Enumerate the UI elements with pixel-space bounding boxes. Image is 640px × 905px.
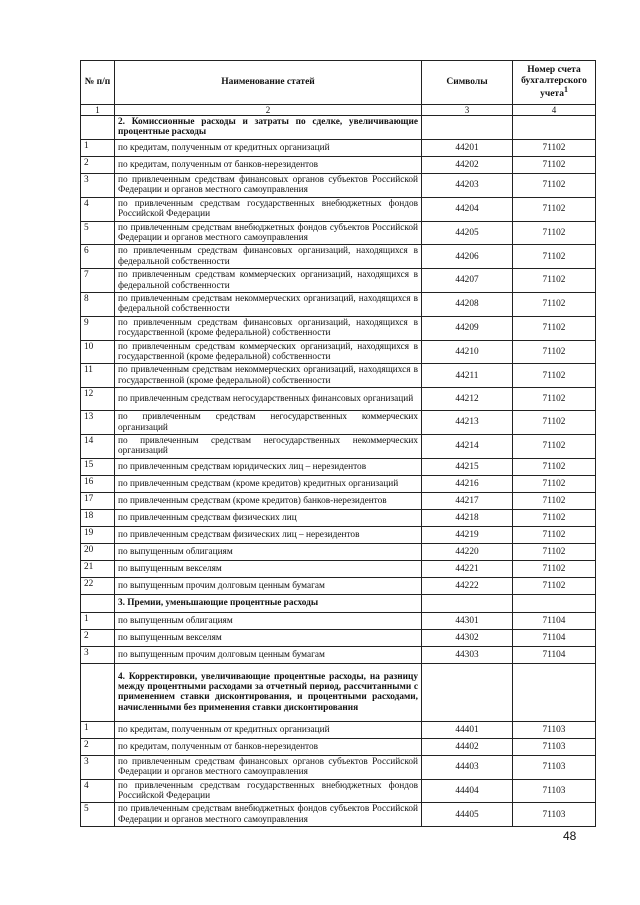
column-index-row bbox=[81, 105, 596, 116]
table-row bbox=[81, 526, 596, 543]
table-row bbox=[81, 629, 596, 646]
row-account: 71103 bbox=[513, 755, 596, 779]
row-symbol: 44402 bbox=[422, 738, 513, 755]
row-name: по привлеченным средствам внебюджетных фондов субъектов Российской Федерации и органов местного самоуправления bbox=[115, 221, 422, 245]
table-row bbox=[81, 509, 596, 526]
header-symbols: Символы bbox=[422, 61, 513, 105]
row-account: 71102 bbox=[513, 475, 596, 492]
row-name: по выпущенным прочим долговым ценным бумагам bbox=[115, 646, 422, 663]
table-row bbox=[81, 245, 596, 269]
row-symbol: 44206 bbox=[422, 245, 513, 269]
row-number: 5 bbox=[81, 221, 115, 245]
section-title: 4. Корректировки, увеличивающие процентные расходы, на разницу между процентными расходами за отчетный период, рассчитанными с применением ставки дисконтирования, и процентными расходами, начисленными без применения ставки дисконтирования bbox=[115, 663, 422, 721]
row-name: по привлеченным средствам внебюджетных фондов субъектов Российской Федерации и органов местного самоуправления bbox=[115, 803, 422, 827]
row-account: 71102 bbox=[513, 543, 596, 560]
row-symbol: 44219 bbox=[422, 526, 513, 543]
row-symbol: 44221 bbox=[422, 560, 513, 577]
table-row bbox=[81, 435, 596, 459]
row-symbol: 44217 bbox=[422, 492, 513, 509]
table-row bbox=[81, 738, 596, 755]
row-number: 4 bbox=[81, 779, 115, 803]
row-name: по выпущенным векселям bbox=[115, 629, 422, 646]
row-symbol: 44214 bbox=[422, 435, 513, 459]
table-row bbox=[81, 577, 596, 594]
row-account: 71102 bbox=[513, 509, 596, 526]
table-row bbox=[81, 543, 596, 560]
row-account: 71102 bbox=[513, 221, 596, 245]
row-number bbox=[81, 663, 115, 721]
row-name: по кредитам, полученным от банков-нерезидентов bbox=[115, 156, 422, 173]
table-body bbox=[81, 116, 596, 827]
row-symbol: 44203 bbox=[422, 173, 513, 197]
section-row bbox=[81, 663, 596, 721]
row-name: по привлеченным средствам физических лиц – нерезидентов bbox=[115, 526, 422, 543]
row-number: 17 bbox=[81, 492, 115, 509]
section-row bbox=[81, 594, 596, 612]
row-name: по привлеченным средствам негосударственных финансовых организаций bbox=[115, 388, 422, 411]
row-name: по кредитам, полученным от кредитных организаций bbox=[115, 139, 422, 156]
row-symbol: 44222 bbox=[422, 577, 513, 594]
row-symbol: 44209 bbox=[422, 316, 513, 340]
row-account: 71102 bbox=[513, 492, 596, 509]
row-number: 3 bbox=[81, 755, 115, 779]
table-row bbox=[81, 221, 596, 245]
row-name: по привлеченным средствам государственных внебюджетных фондов Российской Федерации bbox=[115, 197, 422, 221]
row-number: 1 bbox=[81, 721, 115, 738]
table-row bbox=[81, 612, 596, 629]
row-number: 22 bbox=[81, 577, 115, 594]
row-name: по выпущенным векселям bbox=[115, 560, 422, 577]
row-account: 71102 bbox=[513, 197, 596, 221]
row-number: 18 bbox=[81, 509, 115, 526]
row-account: 71102 bbox=[513, 526, 596, 543]
row-symbol: 44405 bbox=[422, 803, 513, 827]
table-row bbox=[81, 173, 596, 197]
table-row bbox=[81, 458, 596, 475]
row-name: по кредитам, полученным от кредитных организаций bbox=[115, 721, 422, 738]
header-account bbox=[513, 61, 596, 105]
row-account: 71102 bbox=[513, 388, 596, 411]
row-number: 16 bbox=[81, 475, 115, 492]
row-number: 2 bbox=[81, 629, 115, 646]
row-name: по привлеченным средствам некоммерческих организаций, находящихся в федеральной собственности bbox=[115, 292, 422, 316]
header-account-footnote: 1 bbox=[563, 85, 568, 95]
row-account bbox=[513, 663, 596, 721]
table-row bbox=[81, 364, 596, 388]
table-row bbox=[81, 292, 596, 316]
header-num: № п/п bbox=[81, 61, 115, 105]
row-number: 1 bbox=[81, 612, 115, 629]
row-symbol: 44210 bbox=[422, 340, 513, 364]
row-account: 71102 bbox=[513, 411, 596, 435]
table-row bbox=[81, 197, 596, 221]
row-number: 21 bbox=[81, 560, 115, 577]
row-account: 71102 bbox=[513, 435, 596, 459]
row-name: по привлеченным средствам физических лиц bbox=[115, 509, 422, 526]
row-symbol bbox=[422, 594, 513, 612]
row-name: по привлеченным средствам финансовых органов субъектов Российской Федерации и органов местного самоуправления bbox=[115, 173, 422, 197]
row-account: 71104 bbox=[513, 612, 596, 629]
row-account: 71103 bbox=[513, 738, 596, 755]
table-row bbox=[81, 156, 596, 173]
row-name: по выпущенным облигациям bbox=[115, 543, 422, 560]
row-number: 3 bbox=[81, 646, 115, 663]
row-number: 3 bbox=[81, 173, 115, 197]
row-number: 7 bbox=[81, 269, 115, 293]
row-symbol: 44220 bbox=[422, 543, 513, 560]
row-account: 71103 bbox=[513, 779, 596, 803]
row-account: 71104 bbox=[513, 646, 596, 663]
row-number: 4 bbox=[81, 197, 115, 221]
section-title: 2. Комиссионные расходы и затраты по сделке, увеличивающие процентные расходы bbox=[115, 116, 422, 140]
row-symbol: 44216 bbox=[422, 475, 513, 492]
row-number: 19 bbox=[81, 526, 115, 543]
row-number: 1 bbox=[81, 139, 115, 156]
row-number: 11 bbox=[81, 364, 115, 388]
row-name: по выпущенным прочим долговым ценным бумагам bbox=[115, 577, 422, 594]
row-number: 5 bbox=[81, 803, 115, 827]
table-row bbox=[81, 269, 596, 293]
row-symbol: 44403 bbox=[422, 755, 513, 779]
row-account: 71102 bbox=[513, 156, 596, 173]
row-symbol: 44302 bbox=[422, 629, 513, 646]
row-symbol: 44204 bbox=[422, 197, 513, 221]
table-row bbox=[81, 560, 596, 577]
row-account: 71103 bbox=[513, 803, 596, 827]
page-number: 48 bbox=[563, 829, 577, 843]
row-number: 2 bbox=[81, 156, 115, 173]
row-name: по привлеченным средствам коммерческих организаций, находящихся в федеральной собственности bbox=[115, 269, 422, 293]
row-symbol: 44212 bbox=[422, 388, 513, 411]
row-number: 8 bbox=[81, 292, 115, 316]
row-number: 6 bbox=[81, 245, 115, 269]
header-account-label: Номер счета бухгалтерского учета bbox=[521, 64, 587, 100]
section-row bbox=[81, 116, 596, 140]
row-symbol: 44208 bbox=[422, 292, 513, 316]
row-account: 71102 bbox=[513, 245, 596, 269]
row-account: 71102 bbox=[513, 269, 596, 293]
row-name: по привлеченным средствам (кроме кредитов) банков-нерезидентов bbox=[115, 492, 422, 509]
row-number: 13 bbox=[81, 411, 115, 435]
row-number: 12 bbox=[81, 388, 115, 411]
table-header-row bbox=[81, 61, 596, 105]
column-index-2: 2 bbox=[115, 105, 422, 116]
row-number bbox=[81, 116, 115, 140]
header-name: Наименование статей bbox=[115, 61, 422, 105]
row-symbol: 44301 bbox=[422, 612, 513, 629]
row-symbol bbox=[422, 116, 513, 140]
column-index-4: 4 bbox=[513, 105, 596, 116]
row-name: по привлеченным средствам финансовых организаций, находящихся в государственной (кроме федеральной) собственности bbox=[115, 316, 422, 340]
row-symbol: 44211 bbox=[422, 364, 513, 388]
row-number: 9 bbox=[81, 316, 115, 340]
row-number: 14 bbox=[81, 435, 115, 459]
row-account: 71102 bbox=[513, 340, 596, 364]
row-account: 71102 bbox=[513, 577, 596, 594]
column-index-1: 1 bbox=[81, 105, 115, 116]
row-name: по привлеченным средствам коммерческих организаций, находящихся в государственной (кроме федеральной) собственности bbox=[115, 340, 422, 364]
accounts-table bbox=[80, 60, 596, 827]
table-row bbox=[81, 803, 596, 827]
row-symbol: 44207 bbox=[422, 269, 513, 293]
row-symbol bbox=[422, 663, 513, 721]
row-name: по привлеченным средствам юридических лиц – нерезидентов bbox=[115, 458, 422, 475]
row-symbol: 44213 bbox=[422, 411, 513, 435]
row-account: 71102 bbox=[513, 139, 596, 156]
row-account bbox=[513, 116, 596, 140]
row-symbol: 44201 bbox=[422, 139, 513, 156]
row-symbol: 44205 bbox=[422, 221, 513, 245]
table-row bbox=[81, 411, 596, 435]
row-name: по выпущенным облигациям bbox=[115, 612, 422, 629]
row-account: 71102 bbox=[513, 458, 596, 475]
row-account: 71102 bbox=[513, 364, 596, 388]
row-name: по привлеченным средствам финансовых органов субъектов Российской Федерации и органов местного самоуправления bbox=[115, 755, 422, 779]
row-account bbox=[513, 594, 596, 612]
row-symbol: 44303 bbox=[422, 646, 513, 663]
row-number bbox=[81, 594, 115, 612]
row-account: 71104 bbox=[513, 629, 596, 646]
row-number: 2 bbox=[81, 738, 115, 755]
row-symbol: 44404 bbox=[422, 779, 513, 803]
row-account: 71102 bbox=[513, 560, 596, 577]
row-name: по привлеченным средствам (кроме кредитов) кредитных организаций bbox=[115, 475, 422, 492]
table-row bbox=[81, 755, 596, 779]
table-row bbox=[81, 316, 596, 340]
row-number: 10 bbox=[81, 340, 115, 364]
row-account: 71102 bbox=[513, 316, 596, 340]
row-symbol: 44401 bbox=[422, 721, 513, 738]
table-row bbox=[81, 721, 596, 738]
table-row bbox=[81, 646, 596, 663]
table-row bbox=[81, 388, 596, 411]
row-symbol: 44215 bbox=[422, 458, 513, 475]
row-symbol: 44202 bbox=[422, 156, 513, 173]
row-name: по кредитам, полученным от банков-нерезидентов bbox=[115, 738, 422, 755]
row-number: 15 bbox=[81, 458, 115, 475]
table-row bbox=[81, 475, 596, 492]
section-title: 3. Премии, уменьшающие процентные расходы bbox=[115, 594, 422, 612]
row-name: по привлеченным средствам государственных внебюджетных фондов Российской Федерации bbox=[115, 779, 422, 803]
row-name: по привлеченным средствам финансовых организаций, находящихся в федеральной собственности bbox=[115, 245, 422, 269]
row-account: 71103 bbox=[513, 721, 596, 738]
row-symbol: 44218 bbox=[422, 509, 513, 526]
row-name: по привлеченным средствам негосударственных некоммерческих организаций bbox=[115, 435, 422, 459]
column-index-3: 3 bbox=[422, 105, 513, 116]
row-number: 20 bbox=[81, 543, 115, 560]
row-name: по привлеченным средствам некоммерческих организаций, находящихся в государственной (кроме федеральной) собственности bbox=[115, 364, 422, 388]
row-name: по привлеченным средствам негосударственных коммерческих организаций bbox=[115, 411, 422, 435]
row-account: 71102 bbox=[513, 292, 596, 316]
table-row bbox=[81, 492, 596, 509]
table-row bbox=[81, 779, 596, 803]
row-account: 71102 bbox=[513, 173, 596, 197]
table-row bbox=[81, 139, 596, 156]
table-row bbox=[81, 340, 596, 364]
